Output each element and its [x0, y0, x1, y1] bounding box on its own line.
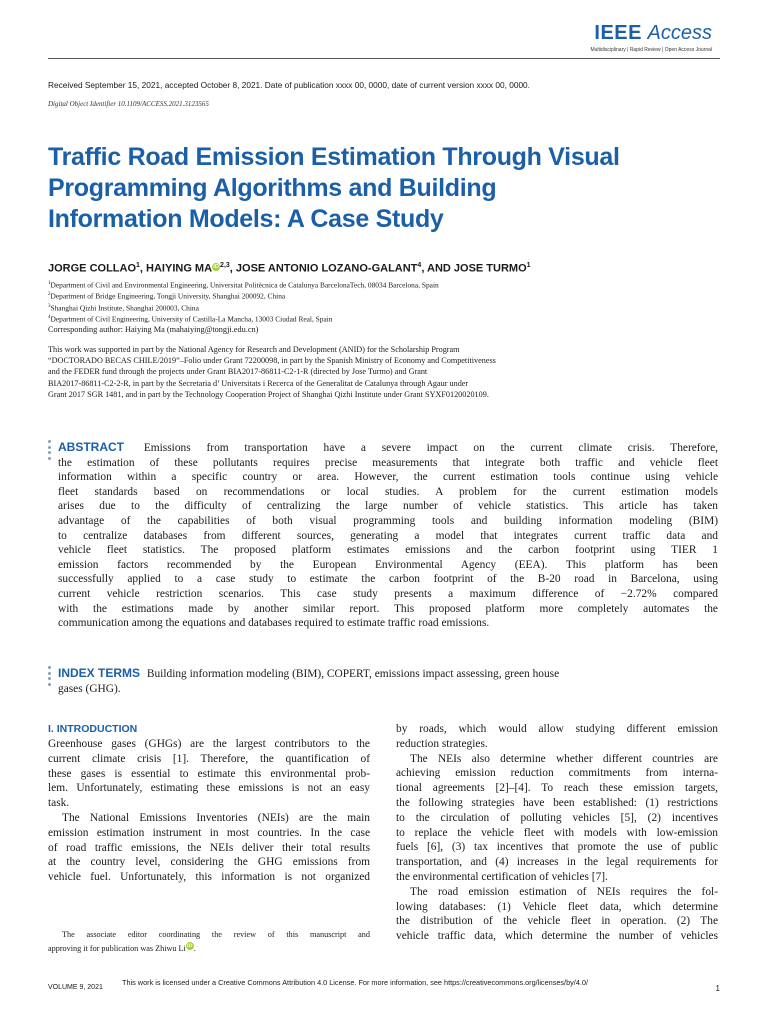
affiliation-text: Department of Civil and Environmental Engineering, Universitat Politècnica de Catalunya BarcelonaTech, 08034 Barcelona, Spain — [50, 280, 439, 290]
paragraph-line: the distribution of the vehicle fleet in operation. (2) The — [396, 915, 718, 928]
right-column — [396, 722, 718, 944]
title-line: Information Models: A Case Study — [48, 205, 444, 233]
paragraph-line: fuels [6], (3) tax incentives that promote the use of public — [396, 841, 718, 854]
received-dates: Received September 15, 2021, accepted October 8, 2021. Date of publication xxxx 00, 0000, date of current version xxxx 00, 0000. — [48, 80, 530, 90]
funding-line: “DOCTORADO BECAS CHILE/2019”–Folio under Grant 72200098, in part by the Spanish Ministry of Economy and Competitiveness — [48, 356, 496, 366]
paragraph-line: these gases is essential to estimate this environmental prob- — [48, 767, 370, 780]
abstract — [58, 440, 718, 631]
abstract-line: arises due to the difficulty of centralizing the large number of vehicle statistics. This article has taken — [58, 500, 718, 513]
abstract-line: the estimation of these pollutants requires precise measurements that integrate both traffic and vehicle fleet — [58, 456, 718, 469]
affiliation-text: Department of Civil Engineering, University of Castilla-La Mancha, 13003 Ciudad Real, Spain — [50, 314, 333, 324]
section-heading: I. INTRODUCTION — [48, 723, 138, 735]
author-name: JORGE COLLAO — [48, 262, 137, 275]
abstract-label: ABSTRACT — [58, 440, 124, 454]
author-list — [48, 262, 531, 275]
funding-statement — [48, 344, 496, 400]
author-name: , HAIYING MA — [139, 262, 213, 275]
volume-label: VOLUME 9, 2021 — [48, 984, 103, 991]
journal-brand — [590, 22, 712, 44]
paragraph-line: at the country level, considering the GHG emissions from — [48, 856, 370, 869]
paragraph-line: task. — [48, 797, 70, 810]
editor-footnote — [48, 928, 370, 956]
brand-italic: Access — [647, 22, 712, 44]
orcid-icon[interactable]: iD — [187, 943, 193, 949]
journal-logo — [590, 22, 712, 53]
index-terms — [58, 666, 718, 696]
paragraph-line: achieving emission reduction commitments from interna- — [396, 767, 718, 780]
author-name: , AND JOSE TURMO — [421, 262, 527, 275]
funding-line: Grant 2017 SGR 1481, and in part by the Technology Cooperation Project of Shanghai Qizhi Institute under Grant SYXF0120020109. — [48, 389, 489, 399]
footnote-line — [48, 942, 370, 956]
journal-tagline: Multidisciplinary | Rapid Review | Open Access Journal — [590, 47, 712, 53]
abstract-line — [58, 440, 718, 456]
paragraph-line: emission estimation instrument in most countries. In the case — [48, 826, 370, 839]
affiliation — [48, 302, 439, 313]
title-line: Traffic Road Emission Estimation Through Visual — [48, 143, 620, 171]
abstract-line: to centralize databases from different sources, generating a model that integrates current traffic data and — [58, 529, 718, 542]
paragraph-line: lowing databases: (1) Vehicle fleet data, which determine — [396, 900, 718, 913]
paragraph-line: of road traffic emissions, the NEIs deliver their total results — [48, 841, 370, 854]
brand-bold: IEEE — [594, 22, 642, 44]
affiliation-marker: 1 — [136, 262, 140, 269]
affiliation-marker: 1 — [526, 262, 531, 269]
left-column-text — [48, 737, 370, 885]
paper-title — [48, 142, 688, 235]
abstract-line: information within a specific country or area. However, the current estimation tools continue using vehicle — [58, 471, 718, 484]
funding-line: BIA2017-86811-C2-2-R, in part by the Secretaria d’ Universitats i Recerca of the Generalitat de Catalunya through Agaur under — [48, 378, 469, 388]
affiliation-number: 2 — [48, 292, 51, 298]
doi: Digital Object Identifier 10.1109/ACCESS.2021.3123565 — [48, 100, 209, 108]
paragraph-line: the following strategies have been established: (1) restrictions — [396, 796, 718, 809]
affiliation-marker: 2,3 — [220, 262, 230, 269]
paragraph-line: current climate crisis [1]. Therefore, the quantification of — [48, 752, 370, 765]
affiliation-marker: 4 — [417, 262, 422, 269]
paragraph-line: vehicle traffic data, which determine the number of vehicles — [396, 930, 718, 943]
paragraph-line: The NEIs also determine whether different countries are — [410, 752, 718, 765]
index-terms-line — [58, 666, 718, 682]
paragraph-line: The road emission estimation of NEIs requires the fol- — [410, 885, 718, 898]
affiliation-text: Department of Bridge Engineering, Tongji University, Shanghai 200092, China — [50, 291, 286, 301]
paragraph-line: lem. Unfortunately, estimating these emissions is not an easy — [48, 782, 370, 795]
index-terms-line: gases (GHG). — [58, 682, 121, 695]
header-divider — [48, 58, 720, 59]
index-terms-text: Building information modeling (BIM), COPERT, emissions impact assessing, green house — [146, 668, 560, 680]
index-terms-label: INDEX TERMS — [58, 666, 141, 680]
abstract-line: emission factors recommended by the European Environmental Agency (EEA). This platform has been — [58, 558, 718, 571]
footnote-text: approving it for publication was Zhiwu Li — [48, 944, 186, 953]
paragraph-line: by roads, which would allow studying different emission — [396, 723, 718, 735]
abstract-line: current vehicle restriction scenarios. This case study presents a maximum difference of −2.72% compared — [58, 587, 718, 600]
affiliations — [48, 279, 439, 325]
footnote-line: The associate editor coordinating the review of this manuscript and — [62, 930, 370, 939]
page-number: 1 — [715, 984, 720, 993]
paragraph-line: the environmental certification of vehicles [7]. — [396, 870, 608, 883]
corresponding-author: Corresponding author: Haiying Ma (mahaiying@tongji.edu.cn) — [48, 325, 259, 334]
paragraph-line: transportation, and (4) increases in the legal requirements for — [396, 856, 718, 869]
affiliation — [48, 313, 439, 324]
paragraph-line: to replace the vehicle fleet with models with low-emission — [396, 826, 718, 839]
paragraph-line: to the circulation of polluting vehicles [5], (2) incentives — [396, 811, 718, 824]
author-name: , JOSE ANTONIO LOZANO-GALANT — [229, 262, 418, 275]
abstract-text: Emissions from transportation have a severe impact on the current climate crisis. Therefore, — [143, 442, 718, 454]
license-notice[interactable]: This work is licensed under a Creative Commons Attribution 4.0 License. For more information, see https://creativecommons.org/licenses/by/4.0/ — [122, 978, 588, 987]
affiliation-number: 3 — [48, 303, 51, 309]
paragraph-line: reduction strategies. — [396, 737, 488, 750]
right-column-text — [396, 722, 718, 944]
paragraph-line: tional agreements [2]–[4]. To reach these emission targets, — [396, 782, 718, 795]
affiliation-number: 4 — [48, 315, 51, 321]
left-column — [48, 722, 370, 885]
affiliation-text: Shanghai Qizhi Institute, Shanghai 200003, China — [50, 303, 199, 313]
affiliation — [48, 279, 439, 290]
funding-line: This work was supported in part by the National Agency for Research and Development (ANID) for the Scholarship Program — [48, 345, 460, 354]
abstract-marker-icon — [48, 440, 52, 462]
affiliation-number: 1 — [48, 281, 51, 286]
abstract-line: with the estimations made by another similar report. This proposed platform more completely automates the — [58, 602, 718, 615]
abstract-line: successfully applied to a case study to estimate the carbon footprint of the B-20 road in Barcelona, using — [58, 573, 718, 586]
orcid-icon[interactable]: iD — [213, 263, 219, 270]
funding-line: and the FEDER fund through the projects under Grant BIA2017-86811-C2-1-R (directed by Jose Turmo) and Grant — [48, 367, 428, 377]
abstract-line: vehicle fleet statistics. The proposed platform estimates emissions and the carbon footprint using TIER 1 — [58, 544, 718, 557]
title-line: Programming Algorithms and Building — [48, 174, 497, 202]
paragraph-line: The National Emissions Inventories (NEIs) are the main — [62, 811, 370, 824]
abstract-line: fleet standards based on recommendations or local studies. A problem for the current estimation models — [58, 485, 718, 498]
abstract-line: advantage of the capabilities of both visual programming tools and building information modeling (BIM) — [58, 514, 718, 527]
abstract-line: communication among the equations and databases required to estimate traffic road emissions. — [58, 617, 490, 630]
paragraph-line: Greenhouse gases (GHGs) are the largest contributors to the — [48, 738, 370, 750]
index-terms-marker-icon — [48, 666, 52, 688]
paragraph-line: vehicle fuel. Unfortunately, this information is not organized — [48, 871, 370, 884]
affiliation — [48, 290, 439, 301]
footnote-text: . — [193, 944, 196, 953]
